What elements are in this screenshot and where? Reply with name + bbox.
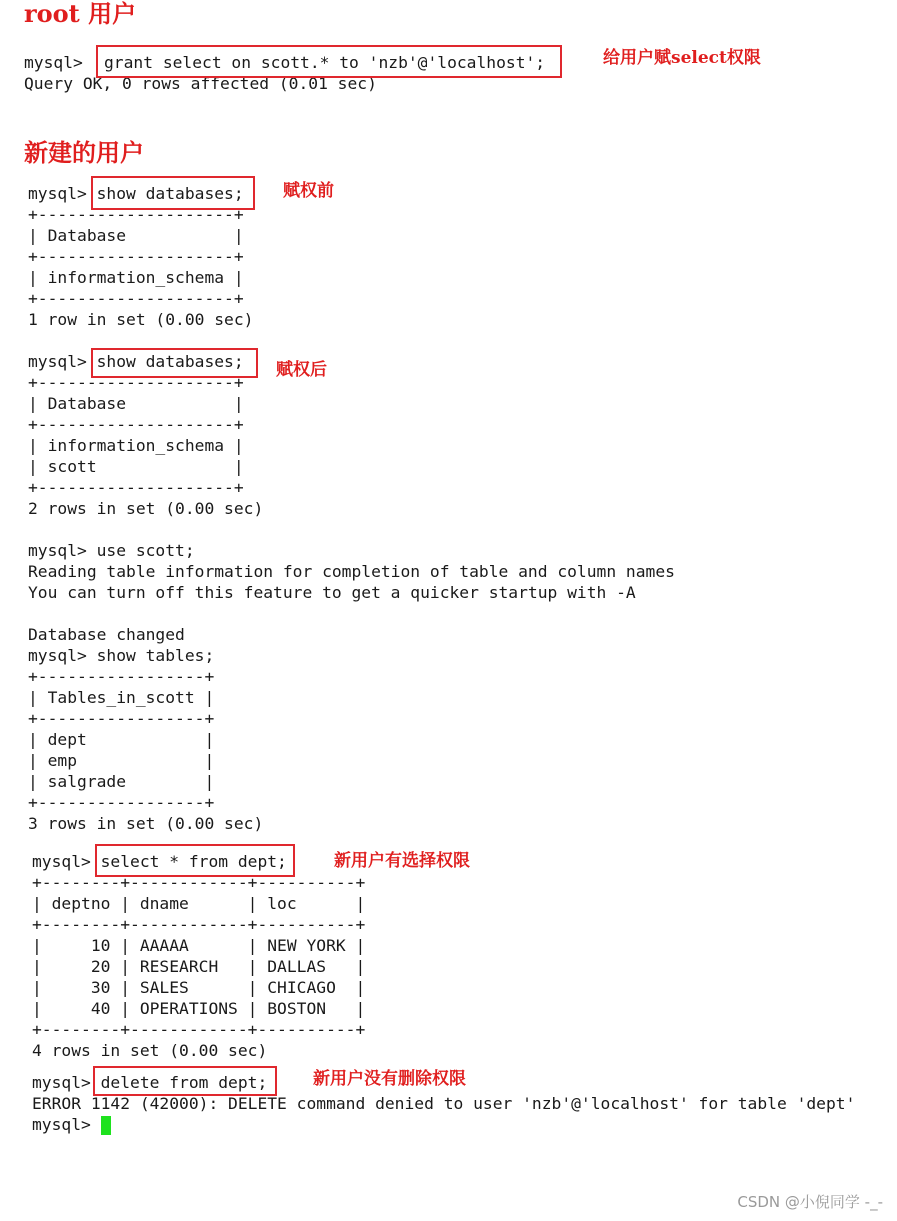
before-annotation: 赋权前 [283, 181, 334, 201]
terminal-cursor [101, 1116, 111, 1135]
show-databases-after-highlight [91, 348, 258, 378]
show-databases-after-output: mysql> show databases; +--------------------+ | Database | +--------------------+ | information_schema | | scott | +--------------------+ 2 rows in set (0.00 sec) mysql> use scott; Reading table information for completion of table and column names You can turn off this feature to get a quicker startup with -A Database changed mysql> show tables; +-----------------+ | Tables_in_scott | +-----------------+ | dept | | emp | | salgrade | +-----------------+ 3 rows in set (0.00 sec) [28, 352, 675, 833]
show-databases-before-output: mysql> show databases; +--------------------+ | Database | +--------------------+ | information_schema | +--------------------+ 1 row in set (0.00 sec) [28, 184, 254, 329]
delete-command-highlight [93, 1066, 277, 1096]
after-annotation: 赋权后 [276, 360, 327, 380]
select-dept-output: mysql> select * from dept; +--------+------------+----------+ | deptno | dname | loc | +--------+------------+----------+ | 10 | AAAAA | NEW YORK | | 20 | RESEARCH | DALLAS | | 30 | SALES | CHICAGO | | 40 | OPERATIONS | BOSTON | +--------+------------+----------+ 4 rows in set (0.00 sec) [32, 852, 366, 1060]
grant-prompt: mysql> [24, 53, 93, 72]
grant-annotation: 给用户赋select权限 [603, 48, 761, 68]
grant-result: Query OK, 0 rows affected (0.01 sec) [24, 74, 377, 93]
delete-dept-output: mysql> delete from dept; ERROR 1142 (42000): DELETE command denied to user 'nzb'@'localhost' for table 'dept' mysql> [32, 1073, 856, 1134]
delete-annotation: 新用户没有删除权限 [313, 1069, 466, 1089]
select-annotation: 新用户有选择权限 [334, 851, 470, 871]
select-command-highlight [95, 844, 295, 877]
grant-command: grant select on scott.* to 'nzb'@'localhost'; [104, 53, 546, 72]
csdn-watermark: CSDN @小倪同学 -_- [737, 1193, 883, 1211]
grant-command-highlight [96, 45, 562, 78]
root-user-heading: root 用户 [24, 0, 137, 28]
new-user-heading: 新建的用户 [24, 138, 144, 167]
show-databases-before-highlight [91, 176, 255, 210]
